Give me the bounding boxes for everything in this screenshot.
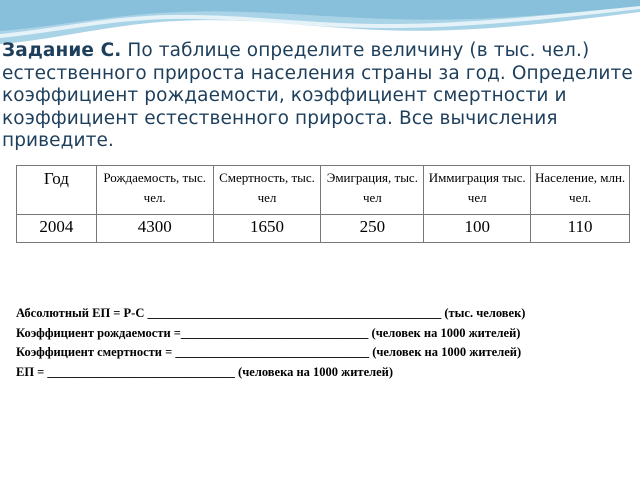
formula-birth-rate: Коэффициент рождаемости =______________________________ (человек на 1000 жителей) (16, 325, 521, 340)
task-statement (2, 40, 638, 153)
header-deaths: Смертность, тыс. чел (213, 166, 321, 215)
cell-deaths: 1650 (213, 215, 321, 243)
formula-natural-growth: ЕП = ______________________________ (человека на 1000 жителей) (16, 364, 394, 379)
header-year: Год (17, 166, 97, 215)
header-immigration: Иммиграция тыс. чел (424, 166, 531, 215)
task-text: По таблице определите величину (в тыс. чел.) естественного прироста населения страны за год. Определите коэффициент рождаемости, коэффициент смертности и коэффициент естественного прироста. Все вычисления приведите. (2, 40, 633, 151)
cell-immigration: 100 (424, 215, 531, 243)
formula-block (16, 304, 636, 382)
header-births: Рождаемость, тыс. чел. (96, 166, 213, 215)
cell-emigration: 250 (321, 215, 424, 243)
header-emigration: Эмиграция, тыс. чел (321, 166, 424, 215)
population-table (16, 165, 630, 243)
cell-year: 2004 (17, 215, 97, 243)
table-row (17, 215, 630, 243)
task-lead: Задание С. (2, 40, 122, 61)
cell-births: 4300 (96, 215, 213, 243)
formula-death-rate: Коэффициент смертности = _______________________________ (человек на 1000 жителей) (16, 345, 522, 359)
cell-population: 110 (531, 215, 630, 243)
formula-absolute-growth: Абсолютный ЕП = Р-С _______________________________________________ (тыс. человек) (16, 306, 526, 320)
header-population: Население, млн. чел. (531, 166, 630, 215)
table-header-row (17, 166, 630, 215)
